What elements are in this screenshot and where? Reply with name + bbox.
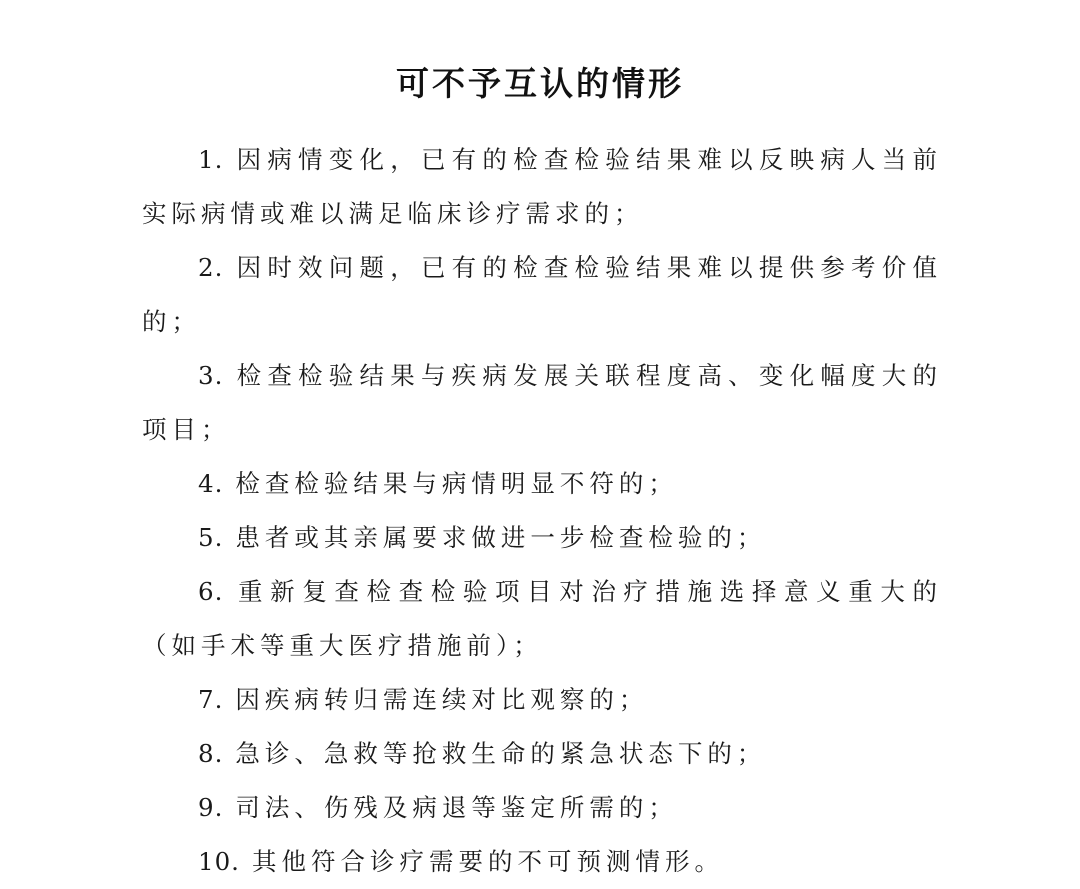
conditions-list <box>142 133 942 889</box>
list-item <box>142 565 942 673</box>
item-text: 急诊、急救等抢救生命的紧急状态下的； <box>235 739 767 768</box>
item-number: 5. <box>198 523 224 552</box>
item-number: 8. <box>198 739 224 768</box>
list-item <box>142 241 942 349</box>
item-text: 因疾病转归需连续对比观察的； <box>235 685 649 714</box>
item-number: 4. <box>198 469 224 498</box>
page-title: 可不予互认的情形 <box>396 64 684 104</box>
item-text: 重新复查检查检验项目对治疗措施选择意义重大的（如手术等重大医疗措施前）； <box>142 577 942 660</box>
list-item <box>142 781 942 835</box>
item-text: 检查检验结果与病情明显不符的； <box>235 469 678 498</box>
list-item <box>142 511 942 565</box>
list-item <box>142 349 942 457</box>
list-item <box>142 727 942 781</box>
item-number: 7. <box>198 685 224 714</box>
item-text: 检查检验结果与疾病发展关联程度高、变化幅度大的项目； <box>142 361 942 444</box>
list-item <box>142 835 942 889</box>
item-number: 10. <box>198 847 240 876</box>
list-item <box>142 457 942 511</box>
item-text: 因时效问题，已有的检查检验结果难以提供参考价值的； <box>142 253 942 336</box>
item-number: 2. <box>198 253 224 282</box>
item-number: 9. <box>198 793 224 822</box>
item-text: 司法、伤残及病退等鉴定所需的； <box>235 793 678 822</box>
item-number: 3. <box>198 361 224 390</box>
item-text: 患者或其亲属要求做进一步检查检验的； <box>235 523 767 552</box>
list-item <box>142 133 942 241</box>
item-text: 因病情变化，已有的检查检验结果难以反映病人当前实际病情或难以满足临床诊疗需求的； <box>142 145 942 228</box>
item-text: 其他符合诊疗需要的不可预测情形。 <box>251 847 724 876</box>
item-number: 6. <box>198 577 224 606</box>
item-number: 1. <box>198 145 224 174</box>
list-item <box>142 673 942 727</box>
